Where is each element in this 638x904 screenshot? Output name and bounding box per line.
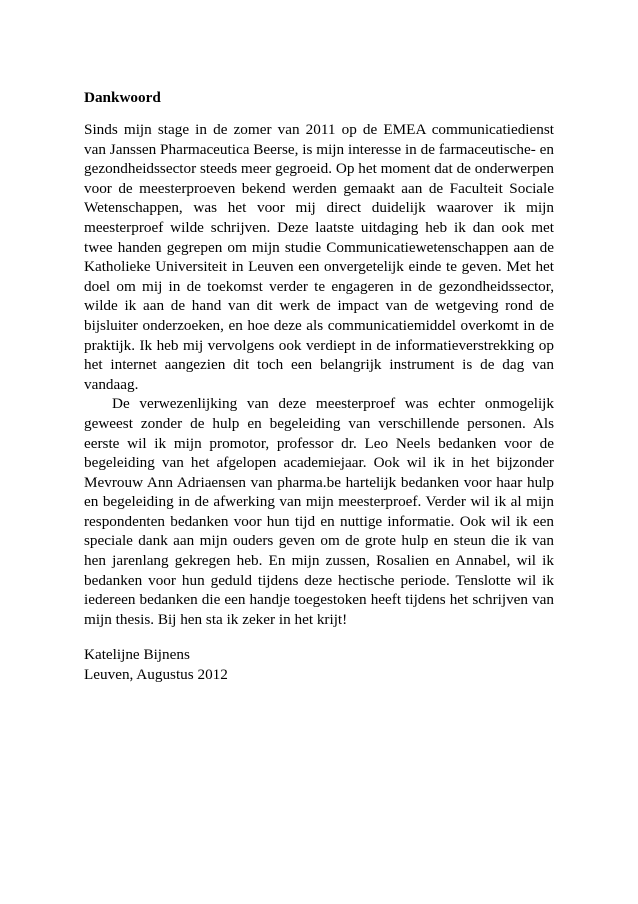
paragraph-1: Sinds mijn stage in de zomer van 2011 op de EMEA communicatiedienst van Janssen Pharmaceutica Beerse, is mijn interesse in de farmaceutische- en gezondheidssector steeds meer gegroeid. Op het moment dat de onderwerpen voor de meesterproeven bekend werden gemaakt aan de Faculteit Sociale Wetenschappen, was het voor mij direct duidelijk waarover ik mijn meesterproef wilde schrijven. Deze laatste uitdaging heb ik dan ook met twee handen gegrepen om mijn studie Communicatiewetenschappen aan de Katholieke Universiteit in Leuven een onvergetelijk einde te geven. Met het doel om mij in de toekomst verder te engageren in de gezondheidssector, wilde ik aan de hand van dit werk de impact van de wetgeving rond de bijsluiter onderzoeken, en hoe deze als communicatiemiddel overkomt in de praktijk. Ik heb mij vervolgens ook verdiept in de informatieverstrekking op het internet aangezien dit toch een belangrijk instrument is de dag van vandaag. [84, 121, 554, 393]
signature-block [84, 645, 554, 685]
page-title: Dankwoord [84, 89, 161, 106]
place-date: Leuven, Augustus 2012 [84, 666, 228, 684]
document-body [84, 88, 554, 685]
paragraph-2: De verwezenlijking van deze meesterproef was echter onmogelijk geweest zonder de hulp en begeleiding van verschillende personen. Als eerste wil ik mijn promotor, professor dr. Leo Neels bedanken voor de begeleiding van het afgelopen academiejaar. Ook wil ik in het bijzonder Mevrouw Ann Adriaensen van pharma.be hartelijk bedanken voor haar hulp en begeleiding in de afwerking van mijn meesterproef. Verder wil ik al mijn respondenten bedanken voor hun tijd en nuttige informatie. Ook wil ik een speciale dank aan mijn ouders geven om de grote hulp en steun die ik van hen jarenlang gekregen heb. En mijn zussen, Rosalien en Annabel, wil ik bedanken voor hun geduld tijdens deze hectische periode. Tenslotte wil ik iedereen bedanken die een handje toegestoken heeft tijdens het schrijven van mijn thesis. Bij hen sta ik zeker in het krijt! [84, 395, 554, 628]
author-name: Katelijne Bijnens [84, 646, 190, 664]
